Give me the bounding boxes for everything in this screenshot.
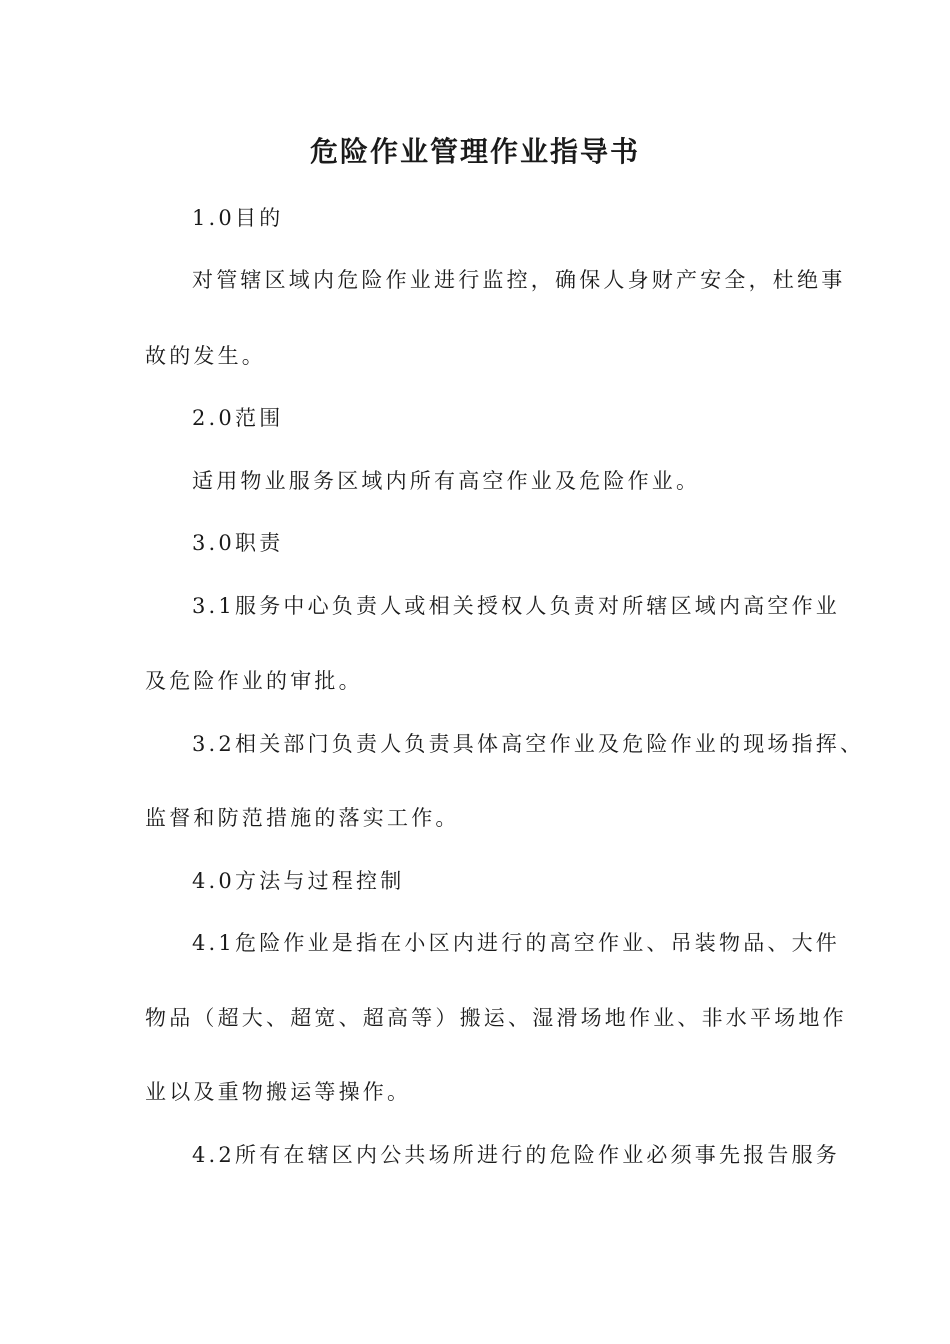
section-heading-responsibilities: 3.0职责 (192, 531, 284, 555)
paragraph-line: 3.1服务中心负责人或相关授权人负责对所辖区域内高空作业 (192, 594, 840, 618)
paragraph-line: 及危险作业的审批。 (145, 669, 363, 693)
paragraph-line: 适用物业服务区域内所有高空作业及危险作业。 (192, 469, 701, 493)
paragraph-line: 监督和防范措施的落实工作。 (145, 806, 460, 830)
paragraph-line: 4.1危险作业是指在小区内进行的高空作业、吊装物品、大件 (192, 931, 840, 955)
document-title: 危险作业管理作业指导书 (309, 135, 640, 168)
paragraph-line: 对管辖区域内危险作业进行监控，确保人身财产安全，杜绝事 (192, 268, 846, 292)
section-heading-methods: 4.0方法与过程控制 (192, 869, 405, 893)
paragraph-line: 业以及重物搬运等操作。 (145, 1080, 412, 1104)
paragraph-line: 物品（超大、超宽、超高等）搬运、湿滑场地作业、非水平场地作 (145, 1006, 847, 1030)
paragraph-line: 4.2所有在辖区内公共场所进行的危险作业必须事先报告服务 (192, 1143, 840, 1167)
paragraph-line: 故的发生。 (145, 344, 266, 368)
section-heading-purpose: 1.0目的 (192, 206, 284, 230)
section-heading-scope: 2.0范围 (192, 406, 284, 430)
paragraph-line: 3.2相关部门负责人负责具体高空作业及危险作业的现场指挥、 (192, 732, 865, 756)
